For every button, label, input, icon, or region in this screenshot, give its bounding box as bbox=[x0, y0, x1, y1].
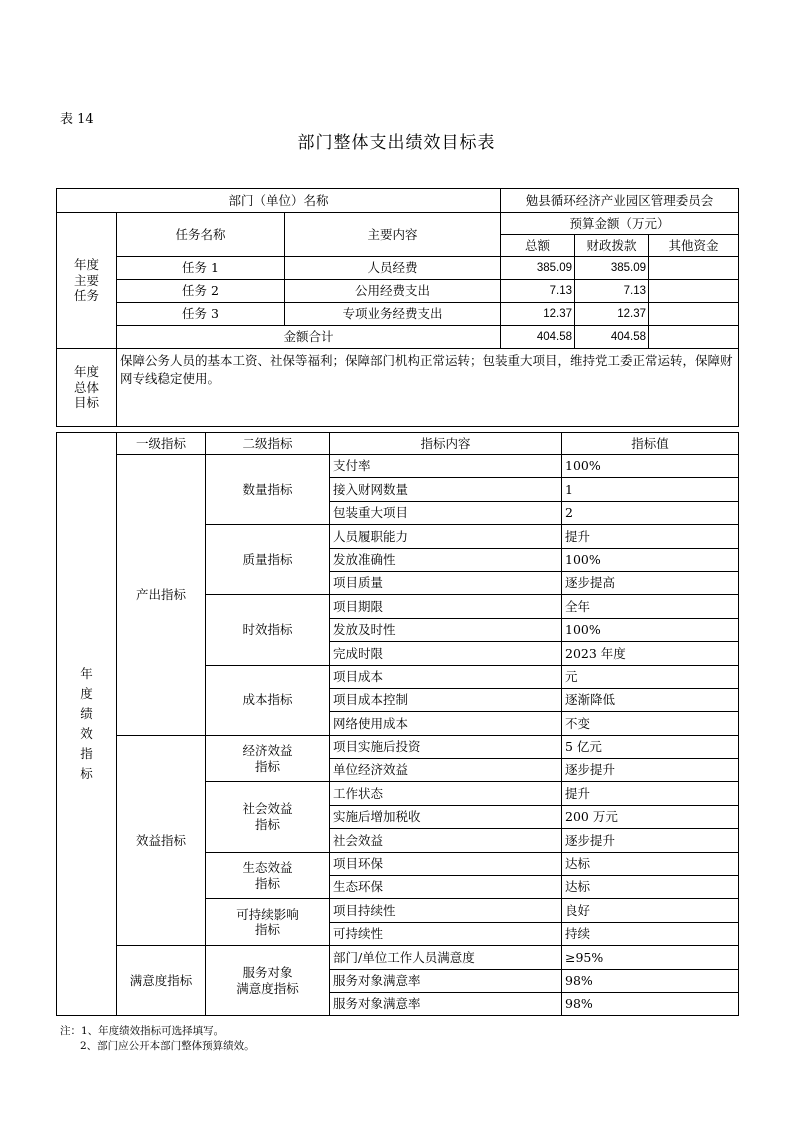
level2-indicator: 成本指标 bbox=[206, 665, 330, 735]
indicator-content: 项目环保 bbox=[330, 852, 562, 875]
col-main-content: 主要内容 bbox=[285, 213, 501, 257]
table-row bbox=[57, 946, 739, 969]
indicator-content: 项目持续性 bbox=[330, 899, 562, 922]
level2-indicator: 经济效益 指标 bbox=[206, 735, 330, 782]
indicator-content: 可持续性 bbox=[330, 922, 562, 945]
level2-indicator: 可持续影响 指标 bbox=[206, 899, 330, 946]
indicator-content: 实施后增加税收 bbox=[330, 805, 562, 828]
table-row bbox=[57, 303, 739, 326]
task-content: 专项业务经费支出 bbox=[285, 303, 501, 326]
task-total: 7.13 bbox=[501, 280, 575, 303]
indicator-value: 不变 bbox=[562, 712, 739, 735]
indicators-section-label: 年 度 绩 效 指 标 bbox=[57, 433, 117, 1016]
level2-indicator: 数量指标 bbox=[206, 455, 330, 525]
level2-indicator: 服务对象 满意度指标 bbox=[206, 946, 330, 1016]
table-row bbox=[57, 280, 739, 303]
task-other bbox=[649, 257, 739, 280]
indicator-content: 社会效益 bbox=[330, 829, 562, 852]
table-number: 表 14 bbox=[60, 112, 94, 127]
indicator-content: 部门/单位工作人员满意度 bbox=[330, 946, 562, 969]
indicator-value: 200 万元 bbox=[562, 805, 739, 828]
unit-value: 勉县循环经济产业园区管理委员会 bbox=[501, 189, 739, 213]
footnote: 注：1、年度绩效指标可选择填写。 bbox=[60, 1025, 225, 1037]
level1-indicator: 效益指标 bbox=[117, 735, 206, 946]
task-total: 12.37 bbox=[501, 303, 575, 326]
page-title: 部门整体支出绩效目标表 bbox=[297, 133, 496, 153]
indicator-content: 接入财网数量 bbox=[330, 478, 562, 501]
indicator-content: 发放准确性 bbox=[330, 548, 562, 571]
indicator-value: 逐步提升 bbox=[562, 759, 739, 782]
level1-indicator: 产出指标 bbox=[117, 455, 206, 736]
level2-indicator: 时效指标 bbox=[206, 595, 330, 665]
task-fiscal: 385.09 bbox=[575, 257, 649, 280]
indicator-value: 逐步提升 bbox=[562, 829, 739, 852]
indicator-content: 项目成本 bbox=[330, 665, 562, 688]
task-content: 公用经费支出 bbox=[285, 280, 501, 303]
task-name: 任务 1 bbox=[117, 257, 285, 280]
indicator-value: 1 bbox=[562, 478, 739, 501]
task-name: 任务 3 bbox=[117, 303, 285, 326]
indicator-value: 5 亿元 bbox=[562, 735, 739, 758]
indicator-content: 发放及时性 bbox=[330, 618, 562, 641]
level2-indicator: 质量指标 bbox=[206, 525, 330, 595]
indicator-value: 提升 bbox=[562, 782, 739, 805]
task-total: 385.09 bbox=[501, 257, 575, 280]
col-level1: 一级指标 bbox=[117, 433, 206, 455]
indicator-value: 100% bbox=[562, 548, 739, 571]
indicator-value: 提升 bbox=[562, 525, 739, 548]
sum-row bbox=[57, 326, 739, 349]
table-row bbox=[57, 257, 739, 280]
task-name: 任务 2 bbox=[117, 280, 285, 303]
tasks-section-label: 年度 主要 任务 bbox=[57, 213, 117, 349]
level2-indicator: 生态效益 指标 bbox=[206, 852, 330, 899]
col-fiscal: 财政拨款 bbox=[575, 235, 649, 257]
footnote: 2、部门应公开本部门整体预算绩效。 bbox=[80, 1040, 255, 1052]
goal-text: 保障公务人员的基本工资、社保等福利；保障部门机构正常运转；包装重大项目，维持党工委正常运转，保障财网专线稳定使用。 bbox=[117, 349, 739, 427]
indicator-content: 完成时限 bbox=[330, 642, 562, 665]
level2-indicator: 社会效益 指标 bbox=[206, 782, 330, 852]
table-row bbox=[57, 735, 739, 758]
indicator-content: 项目期限 bbox=[330, 595, 562, 618]
indicator-value: 达标 bbox=[562, 876, 739, 899]
indicator-value: 全年 bbox=[562, 595, 739, 618]
indicator-content: 支付率 bbox=[330, 455, 562, 478]
indicator-value: 达标 bbox=[562, 852, 739, 875]
task-fiscal: 12.37 bbox=[575, 303, 649, 326]
goal-label: 年度 总体 目标 bbox=[57, 349, 117, 427]
sum-other bbox=[649, 326, 739, 349]
indicator-content: 服务对象满意率 bbox=[330, 969, 562, 992]
indicator-content: 网络使用成本 bbox=[330, 712, 562, 735]
task-other bbox=[649, 303, 739, 326]
indicator-value: 良好 bbox=[562, 899, 739, 922]
indicator-header-row bbox=[57, 433, 739, 455]
col-indicator-content: 指标内容 bbox=[330, 433, 562, 455]
indicator-value: 100% bbox=[562, 618, 739, 641]
task-other bbox=[649, 280, 739, 303]
indicator-content: 包装重大项目 bbox=[330, 501, 562, 524]
sum-total: 404.58 bbox=[501, 326, 575, 349]
indicator-value: 2 bbox=[562, 501, 739, 524]
col-level2: 二级指标 bbox=[206, 433, 330, 455]
unit-label: 部门（单位）名称 bbox=[57, 189, 501, 213]
performance-indicators-table bbox=[56, 432, 739, 1016]
indicator-value: 98% bbox=[562, 969, 739, 992]
indicator-content: 服务对象满意率 bbox=[330, 992, 562, 1015]
col-budget: 预算金额（万元） bbox=[501, 213, 739, 235]
indicator-value: 逐步提高 bbox=[562, 571, 739, 594]
sum-label: 金额合计 bbox=[117, 326, 501, 349]
col-indicator-value: 指标值 bbox=[562, 433, 739, 455]
indicator-value: 100% bbox=[562, 455, 739, 478]
annual-goal-row bbox=[57, 349, 739, 427]
table-row bbox=[57, 455, 739, 478]
level1-indicator: 满意度指标 bbox=[117, 946, 206, 1016]
indicator-content: 人员履职能力 bbox=[330, 525, 562, 548]
indicator-value: 2023 年度 bbox=[562, 642, 739, 665]
indicator-content: 生态环保 bbox=[330, 876, 562, 899]
col-task-name: 任务名称 bbox=[117, 213, 285, 257]
indicator-value: ≥95% bbox=[562, 946, 739, 969]
footnotes bbox=[60, 1024, 255, 1054]
indicator-value: 98% bbox=[562, 992, 739, 1015]
indicator-value: 逐渐降低 bbox=[562, 688, 739, 711]
sum-fiscal: 404.58 bbox=[575, 326, 649, 349]
indicator-value: 元 bbox=[562, 665, 739, 688]
budget-table bbox=[56, 188, 739, 427]
indicator-content: 单位经济效益 bbox=[330, 759, 562, 782]
indicator-content: 项目成本控制 bbox=[330, 688, 562, 711]
indicator-content: 项目质量 bbox=[330, 571, 562, 594]
col-total: 总额 bbox=[501, 235, 575, 257]
task-content: 人员经费 bbox=[285, 257, 501, 280]
indicator-content: 工作状态 bbox=[330, 782, 562, 805]
indicator-content: 项目实施后投资 bbox=[330, 735, 562, 758]
col-other: 其他资金 bbox=[649, 235, 739, 257]
task-fiscal: 7.13 bbox=[575, 280, 649, 303]
indicator-value: 持续 bbox=[562, 922, 739, 945]
